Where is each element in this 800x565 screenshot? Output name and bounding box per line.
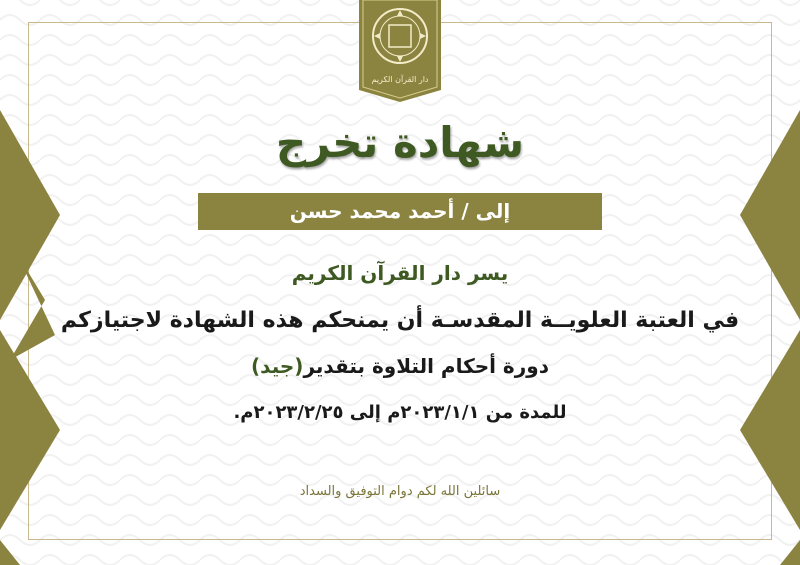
- seal-text: دار القرآن الكريم: [371, 75, 429, 84]
- recipient-name-bar: إلى / أحمد محمد حسن: [198, 193, 602, 230]
- intro-line: يسر دار القرآن الكريم: [291, 261, 509, 285]
- period-line: للمدة من ٢٠٢٣/١/١م إلى ٢٠٢٣/٢/٢٥م.: [233, 402, 567, 423]
- grant-line: في العتبة العلويــة المقدسـة أن يمنحكم هذه الشهادة لاجتيازكم: [60, 308, 740, 333]
- grade-text: (جيد): [251, 354, 304, 378]
- closing-line: سائلين الله لكم دوام التوفيق والسداد: [299, 484, 501, 499]
- seal-emblem: [359, 0, 441, 102]
- course-line: [0, 354, 800, 378]
- certificate-title: شهادة تخرج: [275, 118, 525, 167]
- course-text: دورة أحكام التلاوة بتقدير: [303, 354, 549, 378]
